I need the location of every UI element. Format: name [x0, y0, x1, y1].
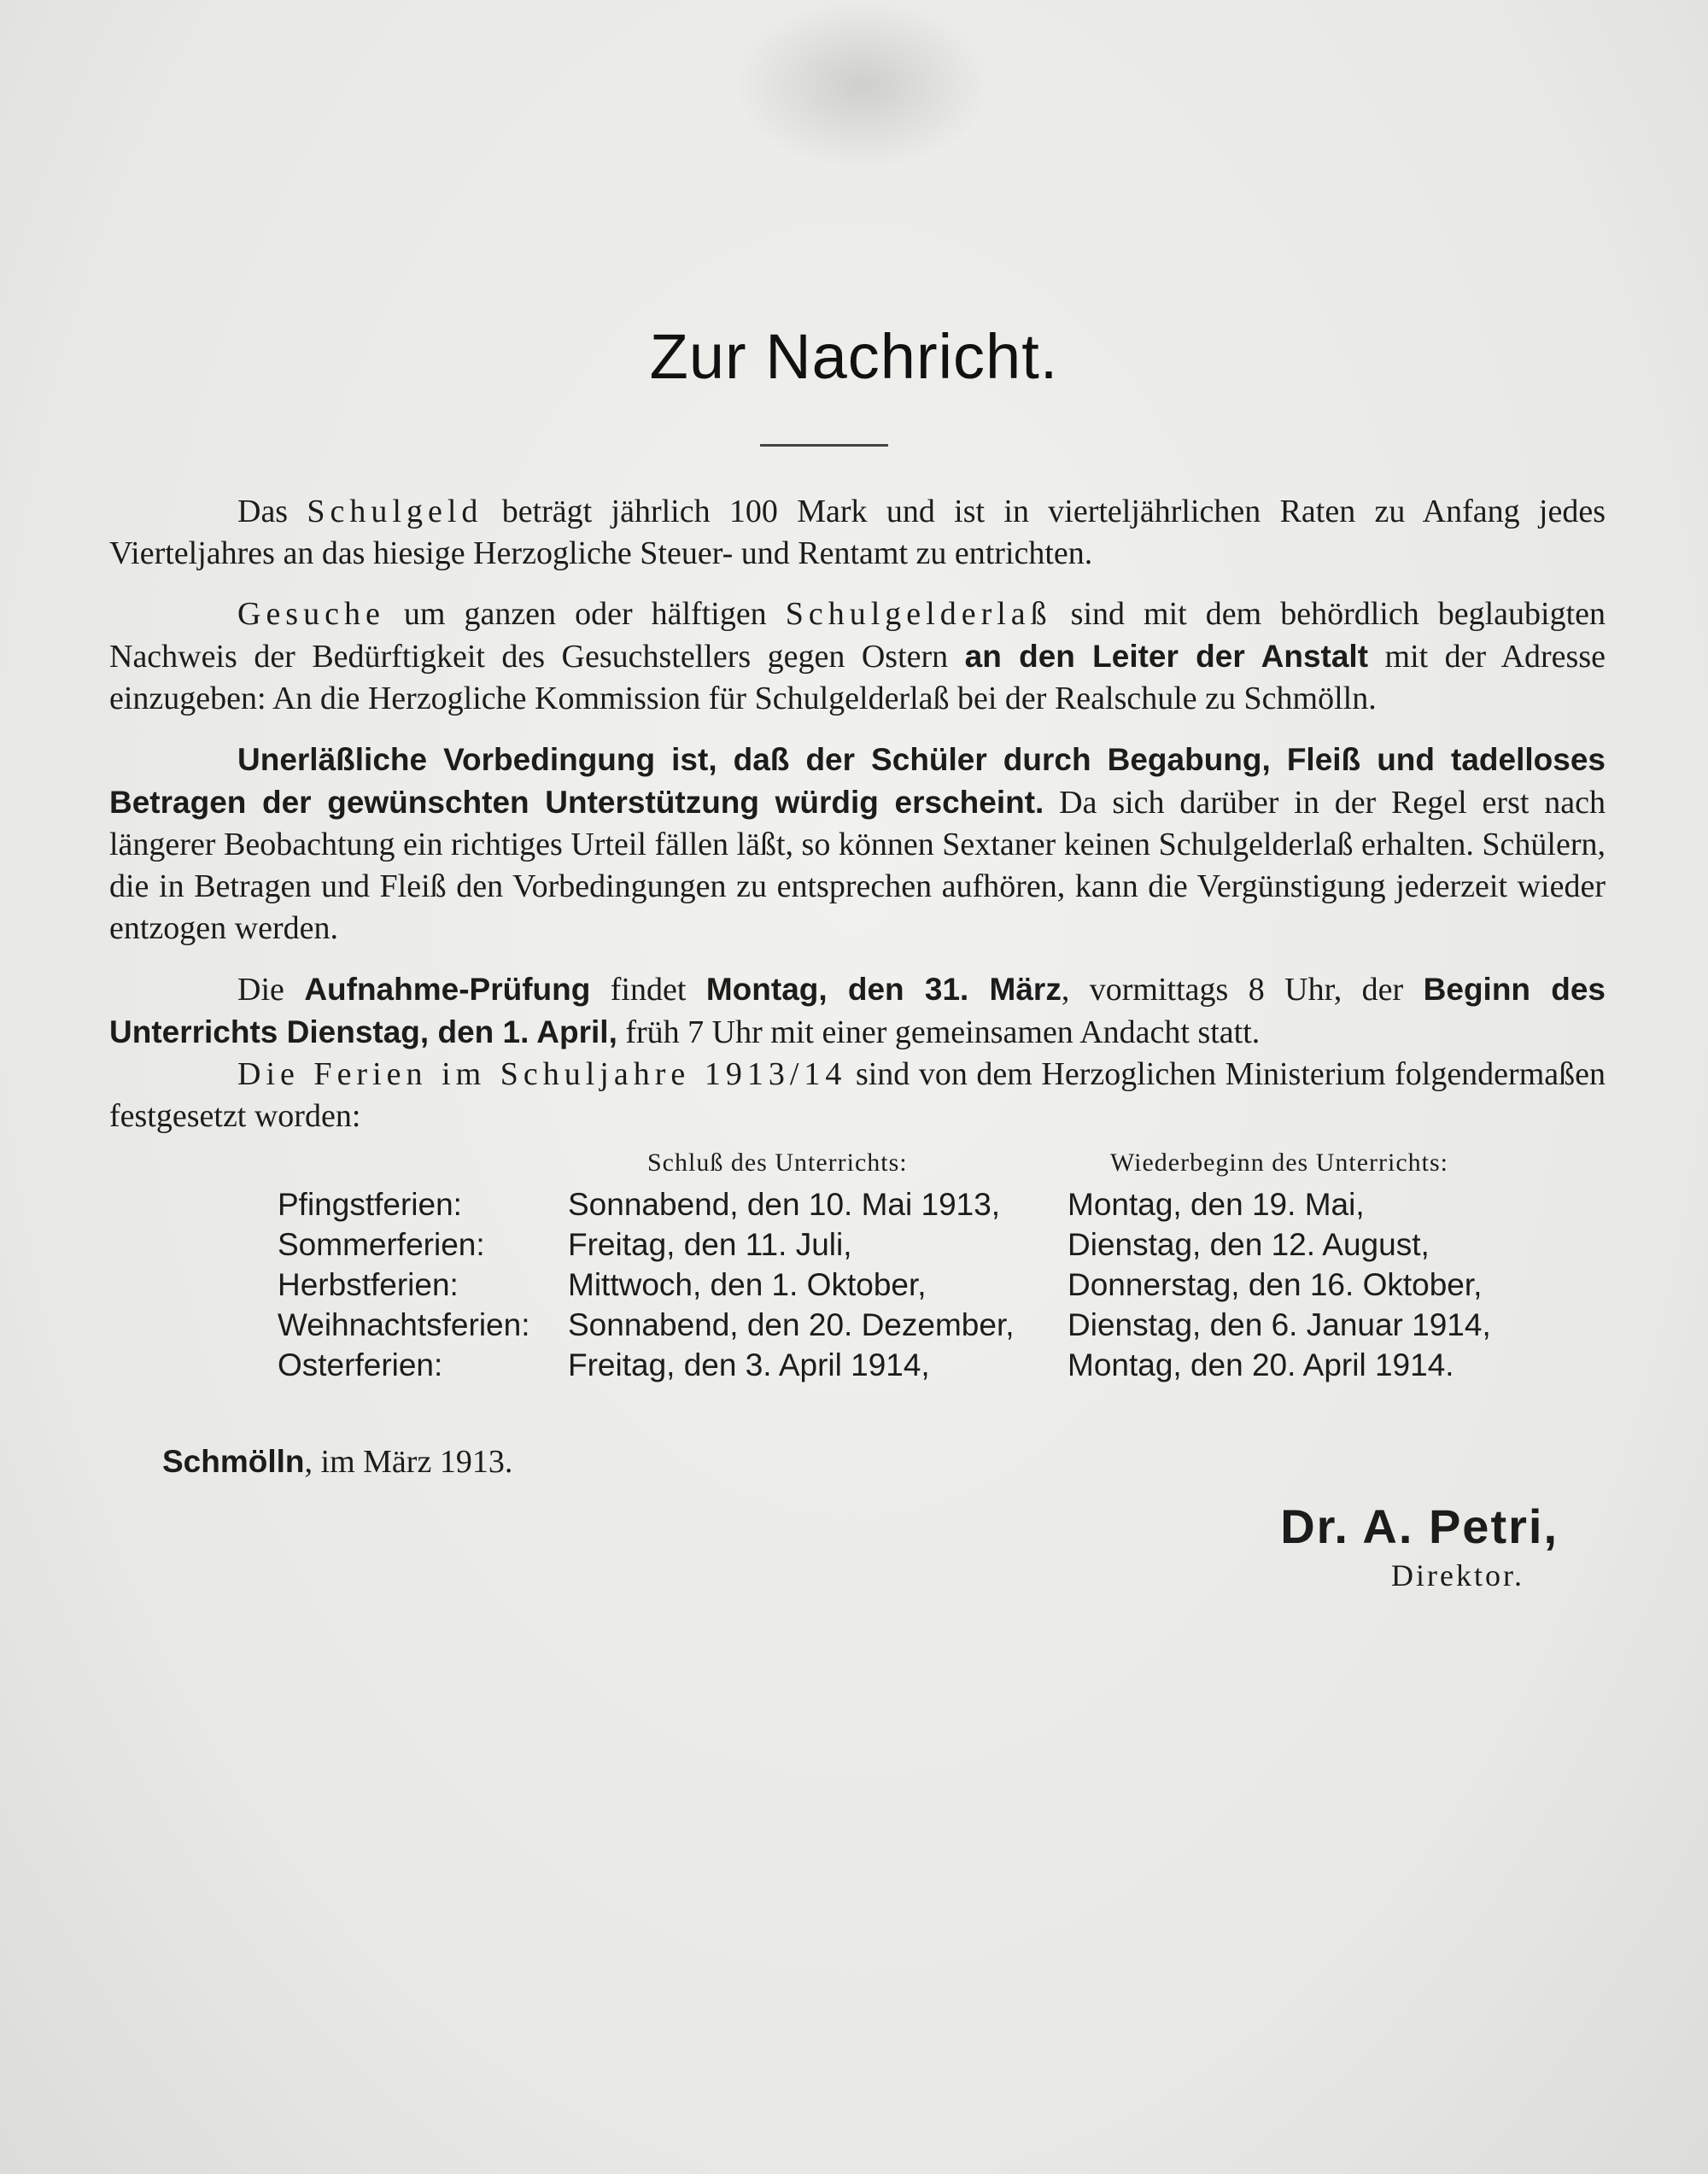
holiday-resume: Donnerstag, den 16. Oktober,: [1068, 1267, 1483, 1302]
page-title: Zur Nachricht.: [649, 321, 1059, 392]
term-schulgelderlass: Schulgelderlaß: [785, 596, 1052, 632]
bold-vorbedingung: Unerläßliche Vorbedingung ist, daß der Schüler durch Begabung, Fleiß und tadelloses Betragen der gewünschten Unterstützung würdig erscheint.: [109, 742, 1606, 820]
holiday-resume: Montag, den 20. April 1914.: [1068, 1347, 1454, 1382]
date-text: , im März 1913.: [304, 1444, 513, 1480]
paragraph-aufnahme: Die Aufnahme-Prüfung findet Montag, den 31. März, vormittags 8 Uhr, der Beginn des Unterrichts Dienstag, den 1. April, früh 7 Uhr mit einer gemeinsamen Andacht statt.: [109, 972, 1606, 1050]
table-row: [278, 1307, 1491, 1347]
signature-name: Dr. A. Petri,: [1280, 1499, 1559, 1553]
paragraph-vorbedingung: Unerläßliche Vorbedingung ist, daß der Schüler durch Begabung, Fleiß und tadelloses Betragen der gewünschten Unterstützung würdig erscheint. Da sich darüber in der Regel erst nach längerer Beobachtung ein richtiges Urteil fällen läßt, so können Sextaner keinen Schulgelderlaß erhalten. Schülern, die in Betragen und Fleiß den Vorbedingungen zu entsprechen aufhören, kann die Vergünstigung jederzeit wieder entzogen werden.: [109, 742, 1606, 946]
holiday-name: Sommerferien:: [278, 1227, 485, 1262]
title-underline: [760, 444, 888, 447]
bold-aufnahme-pruefung: Aufnahme-Prüfung: [304, 972, 591, 1007]
table-row: [278, 1347, 1491, 1388]
table-header-resume: Wiederbeginn des Unterrichts:: [1110, 1148, 1449, 1177]
bold-date-march: Montag, den 31. März: [705, 972, 1062, 1007]
holiday-name: Pfingstferien:: [278, 1187, 462, 1222]
holiday-end: Freitag, den 11. Juli,: [568, 1227, 852, 1262]
table-row: [278, 1227, 1491, 1267]
holiday-resume: Dienstag, den 6. Januar 1914,: [1068, 1307, 1491, 1342]
bold-beginn: Beginn des Unterrichts Dienstag, den 1. April,: [109, 972, 1606, 1049]
bold-leiter: an den Leiter der Anstalt: [964, 639, 1369, 674]
term-gesuche: Gesuche: [237, 596, 385, 632]
holiday-resume: Dienstag, den 12. August,: [1068, 1227, 1430, 1262]
holiday-name: Herbstferien:: [278, 1267, 459, 1302]
term-schulgeld: Schulgeld: [307, 494, 483, 529]
paragraph-gesuche: Gesuche um ganzen oder hälftigen Schulgelderlaß sind mit dem behördlich beglaubigten Nachweis der Bedürftigkeit des Gesuchstellers gegen Ostern an den Leiter der Anstalt mit der Adresse einzugeben: An die Herzogliche Kommission für Schulgelderlaß bei der Realschule zu Schmölln.: [109, 596, 1606, 716]
place-date: [162, 1443, 512, 1481]
holiday-name: Weihnachtsferien:: [278, 1307, 530, 1342]
signature-block: [1280, 1499, 1559, 1593]
holiday-end: Sonnabend, den 20. Dezember,: [568, 1307, 1015, 1342]
place-name: Schmölln: [162, 1444, 305, 1479]
holiday-resume: Montag, den 19. Mai,: [1068, 1187, 1365, 1222]
paragraph-ferien: Die Ferien im Schuljahre 1913/14 sind von dem Herzoglichen Ministerium folgendermaßen festgesetzt worden:: [109, 1056, 1606, 1134]
holiday-end: Mittwoch, den 1. Oktober,: [568, 1267, 927, 1302]
paper-stain: [734, 0, 991, 171]
table-row: [278, 1267, 1491, 1307]
notice-body: [109, 491, 1606, 1156]
holiday-end: Freitag, den 3. April 1914,: [568, 1347, 930, 1382]
holiday-table: [278, 1187, 1491, 1388]
table-header-end: Schluß des Unterrichts:: [647, 1148, 908, 1177]
holiday-end: Sonnabend, den 10. Mai 1913,: [568, 1187, 1001, 1222]
term-ferien: Die Ferien im Schuljahre 1913/14: [237, 1056, 847, 1092]
signature-title: Direktor.: [1391, 1558, 1524, 1593]
table-row: [278, 1187, 1491, 1227]
paragraph-schulgeld: Das Schulgeld beträgt jährlich 100 Mark und ist in vierteljährlichen Raten zu Anfang jedes Vierteljahres an das hiesige Herzogliche Steuer- und Rentamt zu entrichten.: [109, 494, 1606, 571]
holiday-name: Osterferien:: [278, 1347, 443, 1382]
